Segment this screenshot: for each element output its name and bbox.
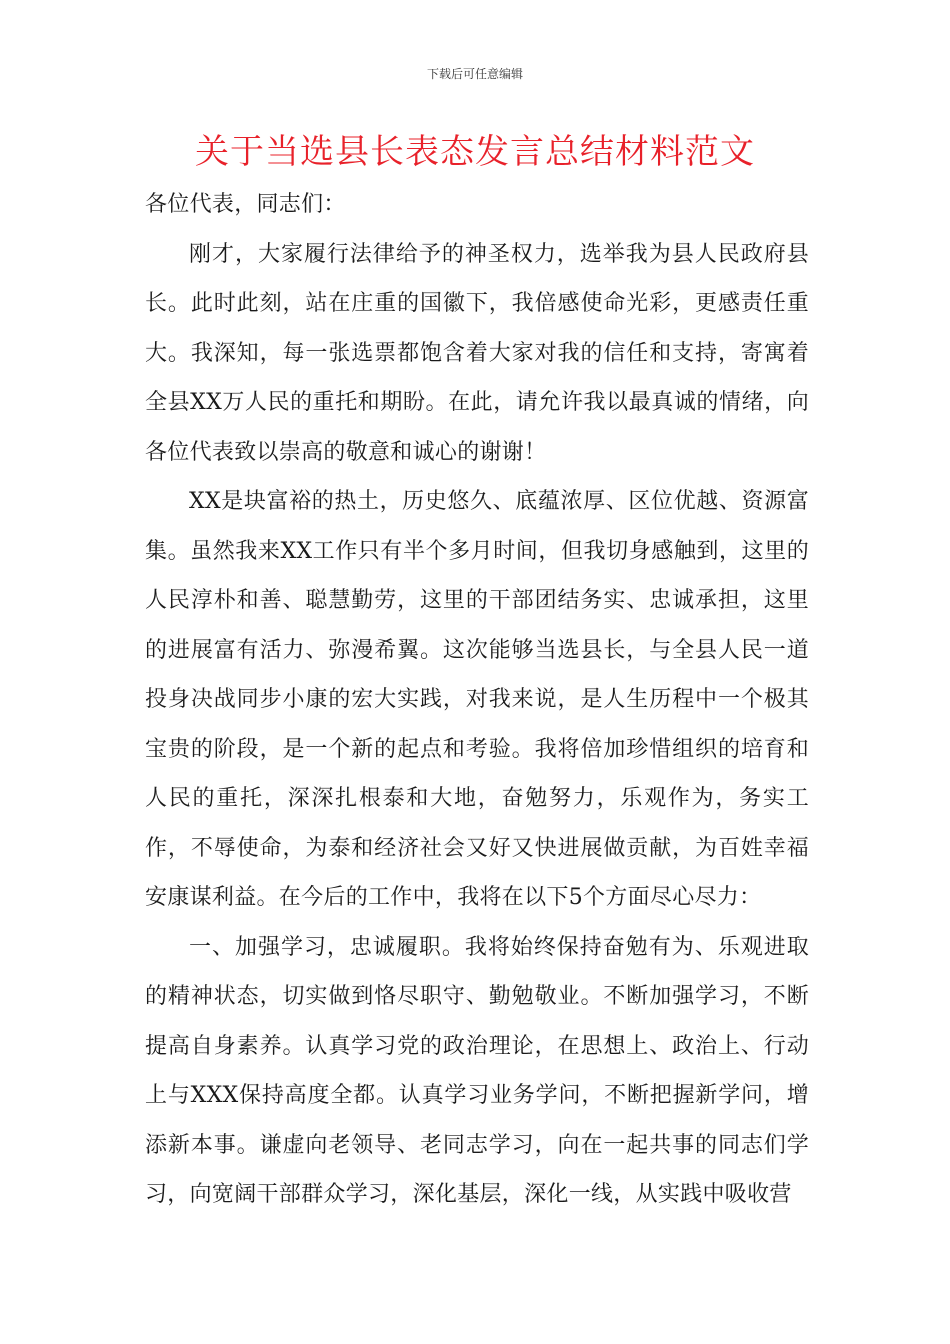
header-note: 下载后可任意编辑 bbox=[426, 67, 523, 81]
paragraph-3: 一、加强学习，忠诚履职。我将始终保持奋勉有为、乐观进取的精神状态，切实做到恪尽职守、勤勉敬业。不断加强学习，不断提高自身素养。认真学习党的政治理论，在思想上、政治上、行动上与XXX保持高度全都。认真学习业务学问，不断把握新学问，增添新本事。谦虚向老领导、老同志学习，向在一起共事的同志们学习，向宽阔干部群众学习，深化基层，深化一线，从实践中吸收营 bbox=[145, 934, 809, 1207]
document-title: 关于当选县长表态发言总结材料范文 bbox=[195, 132, 755, 172]
paragraph-2: XX是块富裕的热土，历史悠久、底蕴浓厚、区位优越、资源富集。虽然我来XX工作只有半个多月时间，但我切身感触到，这里的人民淳朴和善、聪慧勤劳，这里的干部团结务实、忠诚承担，这里的进展富有活力、弥漫希翼。这次能够当选县长，与全县人民一道投身决战同步小康的宏大实践，对我来说，是人生历程中一个极其宝贵的阶段，是一个新的起点和考验。我将倍加珍惜组织的培育和人民的重托，深深扎根泰和大地，奋勉努力，乐观作为，务实工作，不辱使命，为泰和经济社会又好又快进展做贡献，为百姓幸福安康谋利益。在今后的工作中，我将在以下5个方面尽心尽力： bbox=[145, 489, 809, 910]
document-body bbox=[145, 180, 809, 1220]
salutation: 各位代表，同志们： bbox=[145, 192, 346, 217]
paragraph-1: 刚才，大家履行法律给予的神圣权力，选举我为县人民政府县长。此时此刻，站在庄重的国徽下，我倍感使命光彩，更感责任重大。我深知，每一张选票都饱含着大家对我的信任和支持，寄寓着全县XX万人民的重托和期盼。在此，请允许我以最真诚的情绪，向各位代表致以崇高的敬意和诚心的谢谢！ bbox=[145, 241, 809, 465]
